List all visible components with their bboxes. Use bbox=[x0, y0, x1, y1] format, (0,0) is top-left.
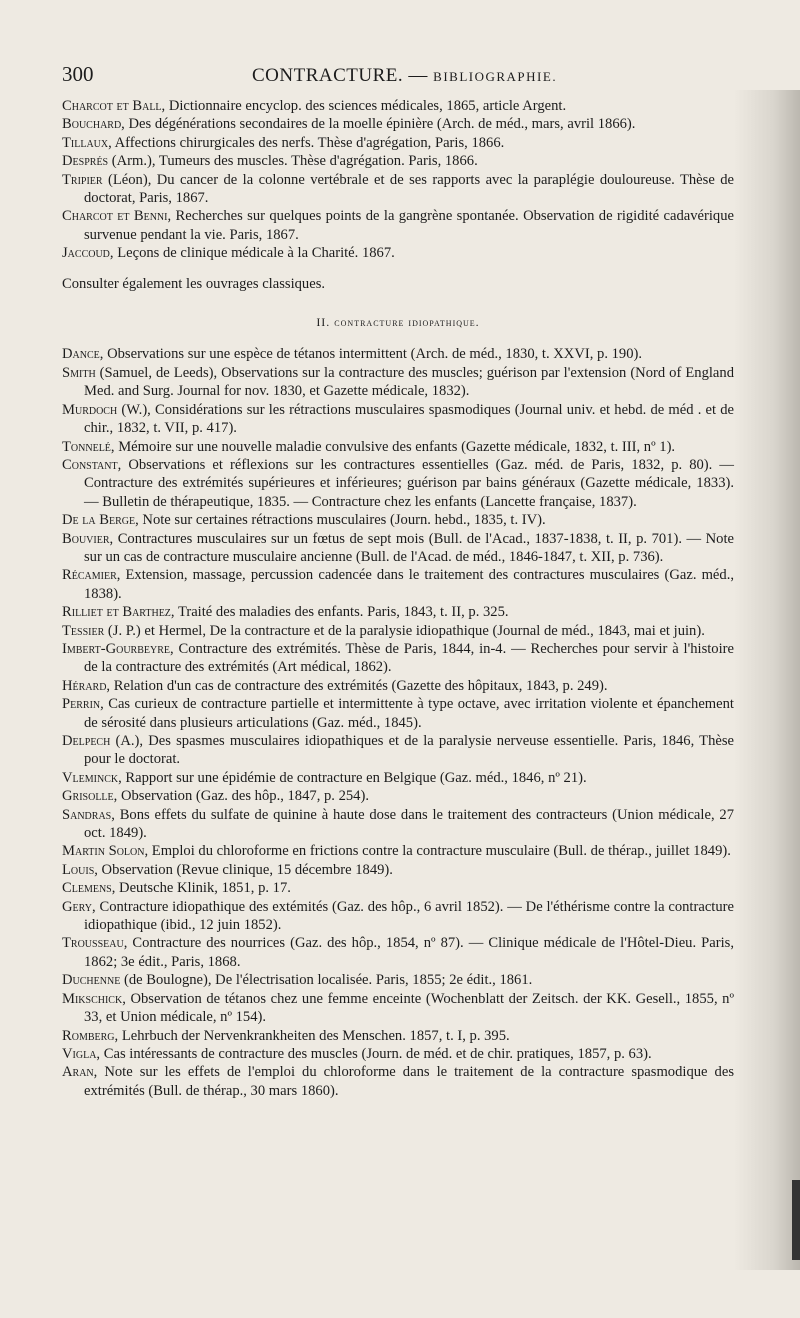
entry-author: Tessier bbox=[62, 622, 105, 639]
entry-author: Bouchard, bbox=[62, 116, 125, 133]
bibliography bbox=[62, 97, 734, 1100]
entry-text: Observation de tétanos chez une femme enceinte (Wochenblatt der Zeitsch. der KK. Gesell., 1855, nº 33, et Union médicale, nº 154). bbox=[84, 990, 734, 1026]
entry-text: Leçons de clinique médicale à la Charité. 1867. bbox=[113, 245, 395, 262]
entry-author: Bouvier, bbox=[62, 530, 114, 547]
entry-text: Cas curieux de contracture partielle et intermittente à type octave, avec irritation violente et épanchement de sérosité dans plusieurs articulations (Gaz. méd., 1845). bbox=[84, 696, 734, 731]
entry-text: (Samuel, de Leeds), Observations sur la contracture des muscles; guérison par l'extension (Nord of England Med. and Surg. Journal for nov. 1830, et Gazette médicale, 1832). bbox=[84, 364, 734, 400]
entry-author: Duchenne bbox=[62, 972, 121, 989]
bibliography-entry bbox=[62, 806, 734, 843]
bibliography-entry bbox=[62, 769, 734, 787]
entry-text: (Léon), Du cancer de la colonne vertébrale et de ses rapports avec la paraplégie douloureuse. Thèse de doctorat, Paris, 1867. bbox=[84, 171, 734, 207]
entry-text: Affections chirurgicales des nerfs. Thèse d'agrégation, Paris, 1866. bbox=[111, 134, 505, 151]
entry-author: Tillaux, bbox=[62, 134, 112, 151]
bibliography-entry bbox=[62, 1027, 734, 1045]
entry-author: Gery, bbox=[62, 898, 96, 915]
entry-author: Clemens, bbox=[62, 880, 116, 897]
entry-text: Rapport sur une épidémie de contracture en Belgique (Gaz. méd., 1846, nº 21). bbox=[121, 769, 587, 786]
entry-text: Note sur certaines rétractions musculaires (Journ. hebd., 1835, t. IV). bbox=[138, 512, 546, 529]
bibliography-entry bbox=[62, 511, 734, 529]
running-title-main: CONTRACTURE. — bbox=[252, 65, 428, 86]
entry-text: Contracture des nourrices (Gaz. des hôp., 1854, nº 87). — Clinique médicale de l'Hôtel-Dieu. Paris, 1862; 3e édit., Paris, 1868. bbox=[84, 935, 734, 970]
section-idiopathic-list bbox=[62, 345, 734, 1100]
entry-text: Relation d'un cas de contracture des extrémités (Gazette des hôpitaux, 1843, p. 249). bbox=[110, 677, 608, 694]
bibliography-entry bbox=[62, 115, 734, 133]
bibliography-entry bbox=[62, 364, 734, 401]
entry-text: Contracture des extrémités. Thèse de Paris, 1844, in-4. — Recherches pour servir à l'histoire de la contracture des extrémités (Art médical, 1862). bbox=[84, 640, 734, 676]
running-title bbox=[252, 65, 557, 87]
entry-author: Charcot et Ball, bbox=[62, 98, 166, 114]
page-edge-shadow bbox=[792, 1180, 800, 1260]
entry-author: Rilliet et Barthez, bbox=[62, 604, 175, 621]
entry-text: Observation (Revue clinique, 15 décembre 1849). bbox=[97, 861, 393, 878]
running-title-sub: BIBLIOGRAPHIE. bbox=[433, 69, 558, 84]
running-head bbox=[62, 62, 734, 97]
bibliography-entry bbox=[62, 566, 734, 603]
bibliography-entry bbox=[62, 97, 734, 115]
entry-author: Jaccoud, bbox=[62, 245, 114, 262]
entry-text: (de Boulogne), De l'électrisation localisée. Paris, 1855; 2e édit., 1861. bbox=[120, 972, 533, 989]
bibliography-entry bbox=[62, 438, 734, 456]
entry-author: Després bbox=[62, 153, 109, 170]
entry-text: Emploi du chloroforme en frictions contre la contracture musculaire (Bull. de thérap., juillet 1849). bbox=[148, 843, 731, 860]
entry-author: Grisolle, bbox=[62, 788, 118, 805]
entry-author: Delpech bbox=[62, 733, 111, 749]
bibliography-entry bbox=[62, 934, 734, 971]
bibliography-entry bbox=[62, 456, 734, 511]
entry-text: (A.), Des spasmes musculaires idiopathiques et de la paralysie nerveuse essentielle. Paris, 1846, Thèse pour le doctorat. bbox=[84, 733, 734, 768]
bibliography-entry bbox=[62, 345, 734, 363]
bibliography-entry bbox=[62, 732, 734, 769]
facing-page-bleed bbox=[734, 90, 800, 1270]
entry-author: Murdoch bbox=[62, 401, 118, 418]
bibliography-entry bbox=[62, 787, 734, 805]
entry-text: Deutsche Klinik, 1851, p. 17. bbox=[115, 880, 291, 897]
entry-author: Martin Solon, bbox=[62, 843, 149, 860]
entry-author: Tonnelé, bbox=[62, 438, 115, 455]
bibliography-entry bbox=[62, 622, 734, 640]
entry-author: Mikschick, bbox=[62, 990, 126, 1007]
entry-text: Contractures musculaires sur un fœtus de sept mois (Bull. de l'Acad., 1837-1838, t. II, p. 701). — Note sur un cas de contracture musculaire ancienne (Bull. de l'Acad. de méd., 1846-1847, t. XII, p. 736). bbox=[84, 530, 734, 565]
entry-text: Cas intéressants de contracture des muscles (Journ. de méd. et de chir. pratiques, 1857, p. 63). bbox=[100, 1045, 652, 1062]
bibliography-entry bbox=[62, 207, 734, 244]
entry-author: Dance, bbox=[62, 346, 104, 363]
document-page bbox=[62, 62, 734, 1100]
entry-text: Des dégénérations secondaires de la moelle épinière (Arch. de méd., mars, avril 1866). bbox=[124, 116, 636, 133]
entry-author: Perrin, bbox=[62, 696, 104, 713]
entry-author: Trousseau, bbox=[62, 935, 128, 952]
entry-author: Tripier bbox=[62, 171, 103, 188]
entry-author: Romberg, bbox=[62, 1027, 119, 1044]
entry-author: Sandras, bbox=[62, 806, 115, 823]
entry-text: Extension, massage, percussion cadencée dans le traitement des contractures musculaires (Gaz. méd., 1838). bbox=[84, 567, 734, 602]
entry-author: Smith bbox=[62, 364, 96, 381]
entry-text: Contracture idiopathique des extémités (Gaz. des hôp., 6 avril 1852). — De l'éthérisme contre la contracture idiopathique (ibid., 12 juin 1852). bbox=[84, 898, 734, 934]
entry-text: Recherches sur quelques points de la gangrène spontanée. Observation de rigidité cadavérique survenue pendant la vie. Paris, 1867. bbox=[84, 208, 734, 243]
bibliography-entry bbox=[62, 971, 734, 989]
entry-text: Observations et réflexions sur les contractures essentielles (Gaz. méd. de Paris, 1832, p. 80). — Contracture des extrémités supérieures et inférieures; guérison par bains généraux (Gazette médicale, 1833). — Bulletin de thérapeutique, 1835. — Contracture chez les enfants (Lancette française, 1837). bbox=[84, 456, 734, 510]
entry-author: Aran, bbox=[62, 1064, 98, 1081]
entry-author: Hérard, bbox=[62, 677, 111, 694]
entry-text: Bons effets du sulfate de quinine à haute dose dans le traitement des contracteurs (Union médicale, 27 oct. 1849). bbox=[84, 806, 734, 842]
bibliography-entry bbox=[62, 861, 734, 879]
entry-text: Note sur les effets de l'emploi du chloroforme dans le traitement de la contracture spasmodique des extrémités (Bull. de thérap., 30 mars 1860). bbox=[84, 1064, 734, 1099]
entry-text: (J. P.) et Hermel, De la contracture et de la paralysie idiopathique (Journal de méd., 1843, mai et juin). bbox=[104, 622, 705, 639]
bibliography-entry bbox=[62, 879, 734, 897]
bibliography-entry bbox=[62, 842, 734, 860]
bibliography-entry bbox=[62, 695, 734, 732]
bibliography-entry bbox=[62, 134, 734, 152]
bibliography-entry bbox=[62, 603, 734, 621]
bibliography-entry bbox=[62, 990, 734, 1027]
entry-author: Imbert-Gourbeyre, bbox=[62, 640, 174, 657]
entry-author: De la Berge, bbox=[62, 512, 139, 529]
bibliography-entry bbox=[62, 640, 734, 677]
entry-author: Vigla, bbox=[62, 1045, 101, 1062]
entry-text: Traité des maladies des enfants. Paris, 1843, t. II, p. 325. bbox=[174, 604, 509, 621]
entry-author: Vleminck, bbox=[62, 769, 122, 786]
entry-author: Louis, bbox=[62, 861, 98, 878]
bibliography-entry bbox=[62, 530, 734, 567]
consult-note: Consulter également les ouvrages classiques. bbox=[62, 275, 326, 292]
bibliography-entry bbox=[62, 152, 734, 170]
bibliography-entry bbox=[62, 244, 734, 262]
bibliography-entry bbox=[62, 1045, 734, 1063]
entry-author: Récamier, bbox=[62, 567, 121, 584]
entry-text: Dictionnaire encyclop. des sciences médicales, 1865, article Argent. bbox=[165, 98, 567, 114]
bibliography-entry bbox=[62, 898, 734, 935]
entry-text: Lehrbuch der Nervenkrankheiten des Menschen. 1857, t. I, p. 395. bbox=[118, 1027, 510, 1044]
entry-text: Mémoire sur une nouvelle maladie convulsive des enfants (Gazette médicale, 1832, t. III, nº 1). bbox=[114, 438, 676, 455]
bibliography-entry bbox=[62, 171, 734, 208]
bibliography-entry bbox=[62, 401, 734, 438]
page-number: 300 bbox=[62, 62, 94, 86]
entry-text: (Arm.), Tumeurs des muscles. Thèse d'agrégation. Paris, 1866. bbox=[108, 153, 478, 170]
bibliography-entry bbox=[62, 1063, 734, 1100]
entry-text: (W.), Considérations sur les rétractions musculaires spasmodiques (Journal univ. et hebd. de méd . et de chir., 1832, t. VII, p. 417). bbox=[84, 401, 734, 437]
section-general-list bbox=[62, 97, 734, 263]
bibliography-entry bbox=[62, 677, 734, 695]
entry-text: Observation (Gaz. des hôp., 1847, p. 254). bbox=[117, 788, 369, 805]
entry-author: Constant, bbox=[62, 456, 122, 473]
entry-text: Observations sur une espèce de tétanos intermittent (Arch. de méd., 1830, t. XXVI, p. 190). bbox=[103, 346, 643, 363]
entry-author: Charcot et Benni, bbox=[62, 208, 172, 225]
section-heading: II. contracture idiopathique. bbox=[316, 315, 480, 330]
